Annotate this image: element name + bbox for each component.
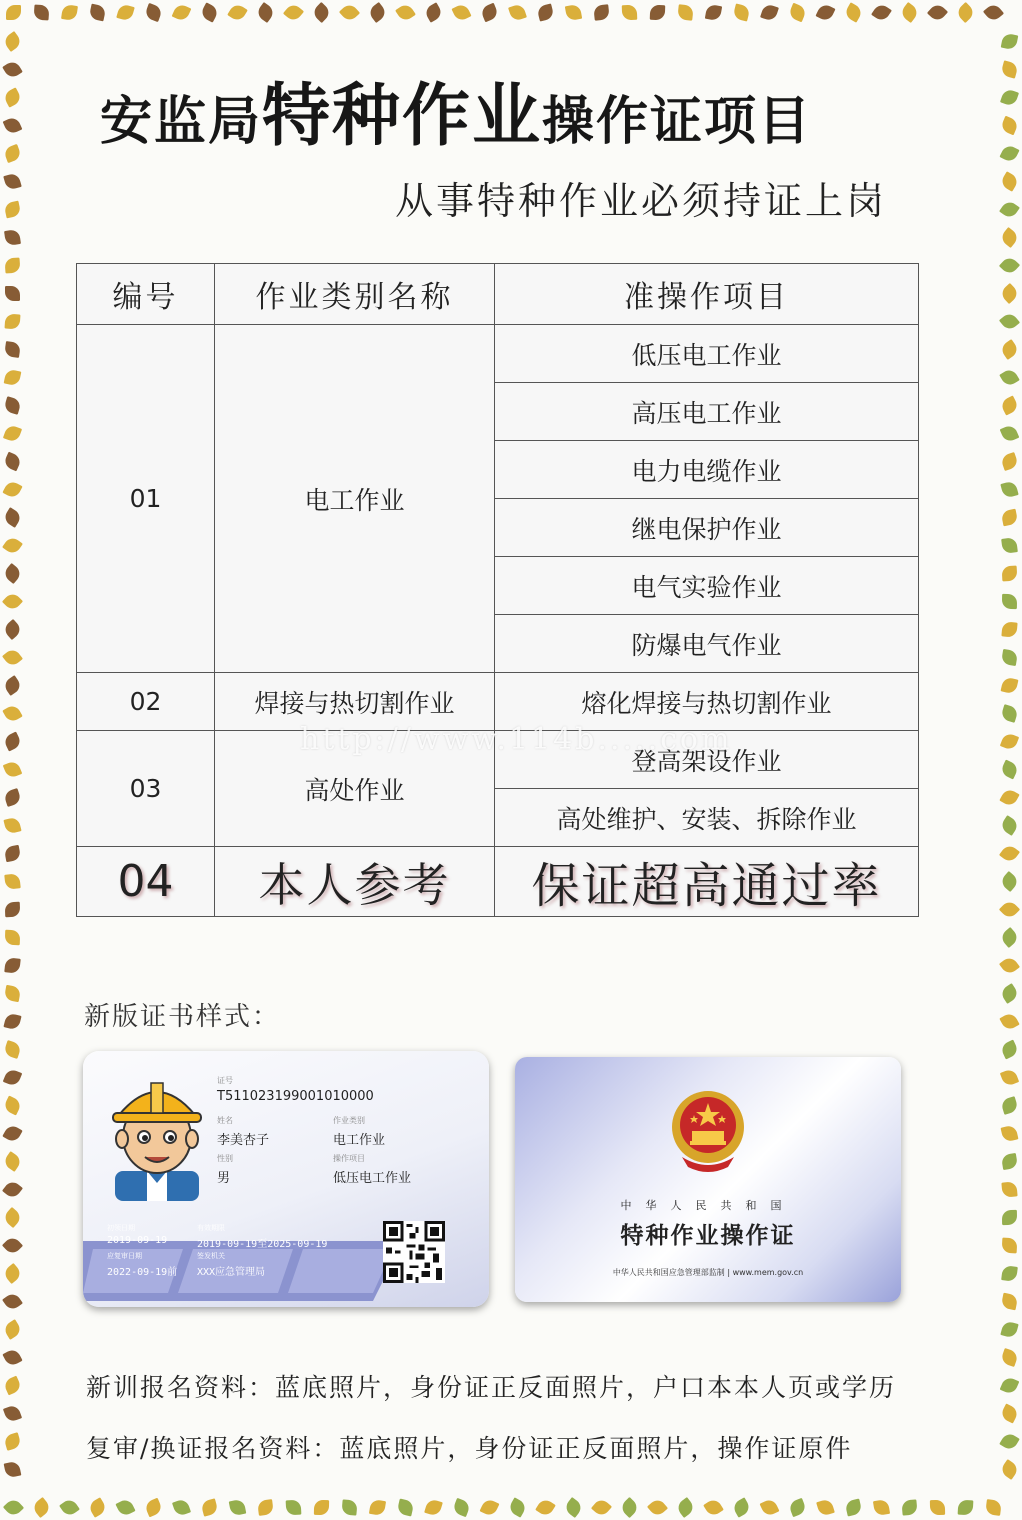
leaf-icon <box>424 1498 443 1517</box>
row-item: 高处维护、安装、拆除作业 <box>495 789 919 847</box>
leaf-icon <box>999 1011 1019 1031</box>
certificate-card-front <box>83 1051 489 1307</box>
leaf-icon <box>2 731 22 751</box>
leaf-icon <box>1002 1238 1018 1254</box>
leaf-icon <box>873 1499 890 1516</box>
leaf-icon <box>1000 732 1019 751</box>
leaf-icon <box>2 1207 23 1228</box>
id-number: T511023199001010000 <box>217 1089 374 1104</box>
row-number: 01 <box>77 325 215 673</box>
leaf-icon <box>901 1499 917 1515</box>
leaf-icon <box>1001 649 1018 666</box>
leaf-icon <box>33 4 49 20</box>
header-category: 作业类别名称 <box>215 264 495 325</box>
leaf-icon <box>927 2 948 23</box>
leaf-icon <box>31 1497 52 1518</box>
leaf-icon <box>955 2 976 23</box>
leaf-icon <box>788 1498 807 1517</box>
row-item: 高压电工作业 <box>495 383 919 441</box>
issuer-name: XXX应急管理局 <box>197 1267 266 1278</box>
leaf-icon <box>999 955 1020 976</box>
leaf-icon <box>732 3 750 21</box>
leaf-icon <box>999 143 1019 163</box>
leaf-icon <box>200 1498 218 1516</box>
leaf-icon <box>172 1498 191 1517</box>
leaf-icon <box>565 4 582 21</box>
leaf-icon <box>397 1499 415 1517</box>
leaf-icon <box>367 2 388 23</box>
row-category: 高处作业 <box>215 731 495 847</box>
leaf-icon <box>1000 424 1020 444</box>
review-date: 2022-09-19前 <box>107 1267 178 1278</box>
valid-label: 有效期限 <box>197 1224 225 1232</box>
page-title <box>100 62 920 156</box>
leaf-icon <box>2 619 23 640</box>
leaf-icon <box>2 563 23 584</box>
leaf-icon <box>1001 1125 1019 1143</box>
leaf-icon <box>591 1497 612 1518</box>
leaf-icon <box>2 1235 23 1256</box>
leaf-icon <box>1000 704 1019 723</box>
leaf-icon <box>4 369 22 387</box>
table-header-row <box>77 264 919 325</box>
leaf-icon <box>2 1123 22 1143</box>
watermark-url: http://www.114b.....com <box>300 722 733 757</box>
leaf-icon <box>2 1151 23 1172</box>
leaf-icon <box>1000 1068 1019 1087</box>
row-item: 熔化焊接与热切割作业 <box>495 673 919 731</box>
leaf-icon <box>703 1497 724 1518</box>
leaf-icon <box>423 2 443 22</box>
leaf-icon <box>650 5 666 21</box>
title-part-3: 操作证项目 <box>542 92 813 152</box>
leaf-icon <box>1000 760 1020 780</box>
leaf-icon <box>1000 1096 1019 1115</box>
card-title: 特种作业操作证 <box>620 1223 796 1249</box>
leaf-icon <box>369 1499 386 1516</box>
leaf-icon <box>2 703 22 723</box>
leaf-icon <box>3 1068 23 1088</box>
leaf-icon <box>999 1459 1020 1480</box>
holder-category: 电工作业 <box>333 1133 386 1148</box>
leaf-icon <box>1001 1265 1018 1282</box>
valid-period: 2019-09-19至2025-09-19 <box>197 1239 328 1250</box>
name-label: 姓名 <box>217 1116 233 1125</box>
title-part-2: 特种作业 <box>262 77 543 156</box>
table-row-highlight <box>77 847 919 917</box>
leaf-icon <box>3 816 21 834</box>
leaf-icon <box>3 144 22 163</box>
leaf-icon <box>199 2 219 22</box>
category-label: 作业类别 <box>333 1116 365 1125</box>
leaf-icon <box>3 1376 23 1396</box>
leaf-icon <box>116 3 135 22</box>
leaf-icon <box>2 1319 23 1340</box>
leaf-icon <box>59 1497 80 1518</box>
first-issue-date: 2019-09-19 <box>107 1235 168 1246</box>
leaf-icon <box>999 1403 1019 1423</box>
leaf-icon <box>3 760 23 780</box>
leaf-icon <box>3 1432 22 1451</box>
leaf-icon <box>4 1461 22 1479</box>
worker-avatar-icon <box>101 1073 213 1201</box>
leaf-icon <box>999 871 1020 892</box>
leaf-icon <box>999 843 1020 864</box>
id-label: 证号 <box>217 1076 233 1085</box>
leaf-icon <box>999 787 1019 807</box>
leaf-icon <box>4 985 21 1002</box>
card-footer: 中华人民共和国应急管理部监制 | www.mem.gov.cn <box>612 1268 804 1277</box>
leaf-icon <box>999 1431 1020 1452</box>
leaf-icon <box>283 2 304 23</box>
leaf-icon <box>999 899 1020 920</box>
leaf-icon <box>6 5 21 20</box>
leaf-icon <box>930 1500 945 1515</box>
certificate-section-label: 新版证书样式： <box>84 1002 281 1032</box>
row-number: 03 <box>77 731 215 847</box>
row-item: 保证超高通过率 <box>495 847 919 917</box>
leaf-icon <box>985 1499 1002 1516</box>
leaf-icon <box>899 2 920 23</box>
leaf-icon <box>843 2 863 22</box>
leaf-icon <box>2 1347 22 1367</box>
national-emblem-icon <box>668 1087 748 1177</box>
leaf-icon <box>1000 1376 1020 1396</box>
leaf-icon <box>2 1291 23 1312</box>
leaf-icon <box>1000 480 1018 498</box>
leaf-icon <box>1001 1293 1019 1311</box>
leaf-icon <box>788 3 808 23</box>
leaf-icon <box>2 31 23 52</box>
title-part-1: 安监局 <box>100 92 263 152</box>
leaf-icon <box>1000 1320 1018 1338</box>
row-category: 电工作业 <box>215 325 495 673</box>
leaf-icon <box>2 647 23 668</box>
leaf-icon <box>395 2 416 23</box>
leaf-icon <box>1001 1153 1018 1170</box>
leaf-icon <box>89 4 107 22</box>
leaf-icon <box>3 1497 24 1518</box>
leaf-icon <box>999 367 1020 388</box>
header-number: 编号 <box>77 264 215 325</box>
leaf-icon <box>1000 116 1020 136</box>
leaf-icon <box>5 286 20 301</box>
leaf-icon <box>3 172 22 191</box>
holder-name: 李美杏子 <box>217 1133 270 1148</box>
page-subtitle: 从事特种作业必须持证上岗 <box>395 179 888 223</box>
leaf-icon <box>647 1497 668 1518</box>
row-item: 电力电缆作业 <box>495 441 919 499</box>
leaf-icon <box>999 227 1020 248</box>
leaf-icon <box>705 4 722 21</box>
row-item: 登高架设作业 <box>495 731 919 789</box>
leaf-icon <box>1000 452 1019 471</box>
leaf-icon <box>563 1497 584 1518</box>
leaf-icon <box>999 983 1020 1004</box>
row-number: 02 <box>77 673 215 731</box>
leaf-icon <box>508 3 527 22</box>
leaf-icon <box>4 957 20 973</box>
leaf-icon <box>677 4 693 20</box>
table-row <box>77 325 919 383</box>
leaf-icon <box>2 59 23 80</box>
leaf-icon <box>2 87 22 107</box>
leaf-icon <box>999 311 1020 332</box>
review-label: 应复审日期 <box>107 1252 142 1260</box>
leaf-icon <box>144 1498 164 1518</box>
leaf-icon <box>4 341 21 358</box>
leaf-icon <box>451 2 471 22</box>
leaf-icon <box>229 1499 247 1517</box>
operation-items-table <box>76 263 919 917</box>
leaf-icon <box>731 1497 751 1517</box>
leaf-icon <box>3 452 23 472</box>
leaf-icon <box>2 1179 23 1200</box>
leaf-icon <box>1002 594 1017 609</box>
leaf-icon <box>535 1497 556 1518</box>
leaf-icon <box>227 2 248 23</box>
leaf-icon <box>311 2 332 23</box>
leaf-icon <box>1000 1348 1019 1367</box>
leaf-icon <box>999 199 1020 220</box>
new-training-requirements: 新训报名资料：蓝底照片，身份证正反面照片，户口本本人页或学历 <box>86 1373 897 1402</box>
leaf-icon <box>255 2 276 23</box>
leaf-icon <box>339 2 360 23</box>
row-category: 本人参考 <box>215 847 495 917</box>
leaf-icon <box>2 507 23 528</box>
leaf-icon <box>871 2 892 23</box>
row-item: 电气实验作业 <box>495 557 919 615</box>
leaf-icon <box>958 1500 974 1516</box>
leaf-icon <box>257 1499 274 1516</box>
row-category: 焊接与热切割作业 <box>215 673 495 731</box>
certificate-card-back <box>515 1057 901 1302</box>
leaf-icon <box>452 1498 471 1517</box>
leaf-icon <box>675 1497 696 1518</box>
leaf-icon <box>2 479 22 499</box>
leaf-icon <box>760 3 779 22</box>
leaf-icon <box>619 1497 640 1518</box>
leaf-icon <box>61 4 78 21</box>
leaf-icon <box>2 591 23 612</box>
leaf-icon <box>5 902 21 918</box>
leaf-icon <box>3 1404 22 1423</box>
leaf-icon <box>999 395 1019 415</box>
leaf-icon <box>1001 677 1019 695</box>
leaf-icon <box>314 1500 329 1515</box>
holder-gender: 男 <box>217 1171 231 1186</box>
leaf-icon <box>1001 1181 1017 1197</box>
issuer-label: 签发机关 <box>197 1252 225 1260</box>
header-items: 准操作项目 <box>495 264 919 325</box>
leaf-icon <box>816 1498 835 1517</box>
leaf-icon <box>999 283 1020 304</box>
leaf-icon <box>1001 621 1017 637</box>
leaf-icon <box>999 927 1020 948</box>
leaf-icon <box>2 1263 23 1284</box>
leaf-icon <box>172 3 192 23</box>
leaf-icon <box>983 2 1004 23</box>
leaf-icon <box>341 1499 357 1515</box>
leaf-icon <box>999 171 1020 192</box>
renewal-requirements: 复审/换证报名资料：蓝底照片，身份证正反面照片，操作证原件 <box>86 1434 853 1463</box>
leaf-icon <box>3 788 22 807</box>
leaf-icon <box>3 396 22 415</box>
leaf-icon <box>3 116 23 136</box>
leaf-icon <box>87 1497 108 1518</box>
card-country-name: 中华人民共和国 <box>620 1199 796 1212</box>
leaf-icon <box>480 3 500 23</box>
leaf-icon <box>115 1497 135 1517</box>
leaf-icon <box>3 1012 21 1030</box>
leaf-icon <box>5 930 21 946</box>
leaf-icon <box>999 339 1020 360</box>
row-item: 低压电工作业 <box>495 325 919 383</box>
leaf-icon <box>815 2 835 22</box>
leaf-icon <box>1001 537 1018 554</box>
leaf-icon <box>4 201 22 219</box>
holder-item: 低压电工作业 <box>333 1171 412 1186</box>
leaf-icon <box>2 1095 22 1115</box>
leaf-icon <box>3 1040 22 1059</box>
leaf-icon <box>4 257 20 273</box>
leaf-icon <box>760 1498 780 1518</box>
leaf-icon <box>1001 509 1019 527</box>
leaf-icon <box>4 873 20 889</box>
leaf-icon <box>1002 1210 1017 1225</box>
leaf-icon <box>593 4 609 20</box>
leaf-icon <box>845 1499 863 1517</box>
qr-code-icon <box>383 1221 445 1283</box>
leaf-icon <box>3 424 22 443</box>
leaf-icon <box>2 535 23 556</box>
gender-label: 性别 <box>217 1154 233 1163</box>
leaf-icon <box>286 1500 302 1516</box>
leaf-icon <box>507 1497 527 1517</box>
leaf-icon <box>1000 1040 1020 1060</box>
row-item: 防爆电气作业 <box>495 615 919 673</box>
leaf-icon <box>1001 33 1019 51</box>
leaf-icon <box>2 675 23 696</box>
first-issue-label: 初领日期 <box>107 1224 135 1232</box>
leaf-icon <box>480 1498 500 1518</box>
leaf-icon <box>4 229 21 246</box>
leaf-icon <box>1002 566 1018 582</box>
row-item: 继电保护作业 <box>495 499 919 557</box>
leaf-icon <box>536 3 554 21</box>
row-number: 04 <box>77 847 215 917</box>
leaf-icon <box>144 3 163 22</box>
leaf-icon <box>1000 60 1018 78</box>
leaf-icon <box>622 5 638 21</box>
item-label: 操作项目 <box>333 1154 365 1163</box>
leaf-icon <box>4 313 20 329</box>
leaf-icon <box>4 845 21 862</box>
leaf-icon <box>1000 88 1019 107</box>
leaf-icon <box>999 255 1020 276</box>
leaf-icon <box>999 815 1020 836</box>
